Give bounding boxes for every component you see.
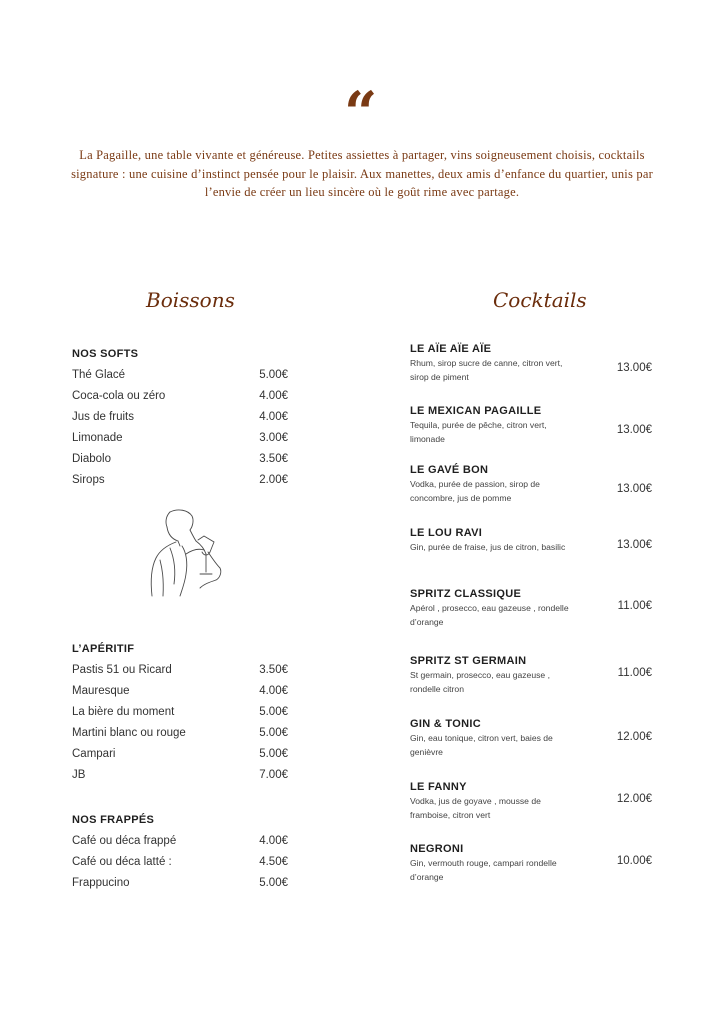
cocktail-price: 11.00€: [617, 667, 652, 679]
item-name: Frappucino: [72, 877, 130, 889]
cocktail-desc: Vodka, purée de passion, sirop de concombre, jus de pomme: [410, 479, 540, 503]
cocktail-item: [410, 404, 652, 446]
cocktail-name: LE AÏE AÏE AÏE: [410, 343, 492, 355]
cocktail-desc: Gin, eau tonique, citron vert, baies de genièvre: [410, 733, 553, 757]
cocktail-price: 13.00€: [616, 362, 652, 374]
list-item: [72, 856, 288, 868]
cocktail-desc: Tequila, purée de pêche, citron vert, limonade: [410, 420, 547, 444]
item-name: La bière du moment: [72, 706, 175, 718]
list-item: [72, 727, 288, 739]
cocktail-price: 13.00€: [616, 424, 652, 436]
item-price: 4.00€: [259, 411, 288, 423]
item-price: 5.00€: [259, 706, 288, 718]
cocktail-name: GIN & TONIC: [410, 718, 481, 730]
cocktail-name: LE MEXICAN PAGAILLE: [410, 405, 542, 417]
item-price: 3.50€: [259, 664, 288, 676]
list-item: [72, 390, 288, 402]
item-name: Coca-cola ou zéro: [72, 390, 166, 402]
cocktail-desc: Gin, vermouth rouge, campari rondelle d’orange: [410, 858, 557, 882]
cocktail-price: 13.00€: [616, 539, 652, 551]
quote-icon: “: [344, 79, 378, 147]
cocktail-name: SPRITZ CLASSIQUE: [410, 588, 522, 600]
cocktail-desc: Gin, purée de fraise, jus de citron, basilic: [410, 542, 566, 552]
item-price: 4.00€: [259, 835, 288, 847]
item-name: Thé Glacé: [72, 369, 126, 381]
cocktail-desc: Rhum, sirop sucre de canne, citron vert, sirop de piment: [410, 358, 563, 382]
cocktail-desc: St germain, prosecco, eau gazeuse , rondelle citron: [410, 670, 550, 694]
item-name: JB: [72, 769, 86, 781]
item-name: Café ou déca latté :: [72, 856, 172, 868]
cocktail-item: [410, 342, 652, 384]
item-name: Martini blanc ou rouge: [72, 727, 186, 739]
item-price: 4.50€: [259, 856, 288, 868]
item-name: Campari: [72, 748, 116, 760]
man-drinking-illustration: [130, 508, 230, 600]
cocktail-item: [410, 587, 652, 629]
list-item: [72, 748, 288, 760]
softs-heading: NOS SOFTS: [72, 348, 139, 360]
list-item: [72, 432, 288, 444]
list-item: [72, 474, 288, 486]
item-price: 5.00€: [259, 727, 288, 739]
cocktail-price: 11.00€: [617, 600, 652, 612]
cocktail-desc: Apérol , prosecco, eau gazeuse , rondelle d’orange: [410, 603, 569, 627]
cocktail-name: LE GAVÉ BON: [410, 464, 489, 476]
cocktail-item: [410, 780, 652, 822]
cocktail-item: [410, 526, 652, 555]
item-name: Limonade: [72, 432, 123, 444]
item-price: 2.00€: [259, 474, 288, 486]
item-price: 5.00€: [259, 877, 288, 889]
item-name: Mauresque: [72, 685, 130, 697]
list-item: [72, 835, 288, 847]
list-item: [72, 453, 288, 465]
item-price: 3.00€: [259, 432, 288, 444]
cocktail-name: SPRITZ ST GERMAIN: [410, 655, 527, 667]
item-name: Café ou déca frappé: [72, 835, 177, 847]
cocktail-item: [410, 717, 652, 759]
cocktail-price: 12.00€: [616, 731, 652, 743]
cocktails-title: Cocktails: [493, 288, 587, 312]
intro-paragraph: La Pagaille, une table vivante et généreuse. Petites assiettes à partager, vins soigneusement choisis, cocktails signature : une cuisine d’instinct pensée pour le plaisir. Aux manettes, deux amis d’enfance du quartier, unis par l’envie de créer un lieu sincère où le goût rime avec partage.: [71, 148, 653, 199]
list-item: [72, 877, 288, 889]
cocktail-price: 13.00€: [616, 483, 652, 495]
cocktail-price: 12.00€: [616, 793, 652, 805]
list-item: [72, 664, 288, 676]
item-price: 7.00€: [259, 769, 288, 781]
item-price: 3.50€: [259, 453, 288, 465]
list-item: [72, 706, 288, 718]
cocktail-item: [410, 463, 652, 505]
cocktail-item: [410, 654, 652, 696]
item-price: 4.00€: [259, 685, 288, 697]
item-name: Jus de fruits: [72, 411, 134, 423]
list-item: [72, 685, 288, 697]
cocktail-name: NEGRONI: [410, 843, 464, 855]
item-name: Pastis 51 ou Ricard: [72, 664, 172, 676]
list-item: [72, 369, 288, 381]
list-item: [72, 411, 288, 423]
frappes-heading: NOS FRAPPÉS: [72, 814, 155, 826]
item-price: 4.00€: [259, 390, 288, 402]
item-price: 5.00€: [259, 748, 288, 760]
cocktail-item: [410, 842, 652, 884]
cocktail-name: LE FANNY: [410, 781, 467, 793]
list-item: [72, 769, 288, 781]
cocktail-price: 10.00€: [616, 855, 652, 867]
aperitif-heading: L’APÉRITIF: [72, 643, 135, 655]
cocktail-name: LE LOU RAVI: [410, 527, 483, 539]
item-name: Sirops: [72, 474, 105, 486]
item-price: 5.00€: [259, 369, 288, 381]
boissons-title: Boissons: [146, 288, 235, 312]
item-name: Diabolo: [72, 453, 111, 465]
cocktail-desc: Vodka, jus de goyave , mousse de framboise, citron vert: [410, 796, 541, 820]
